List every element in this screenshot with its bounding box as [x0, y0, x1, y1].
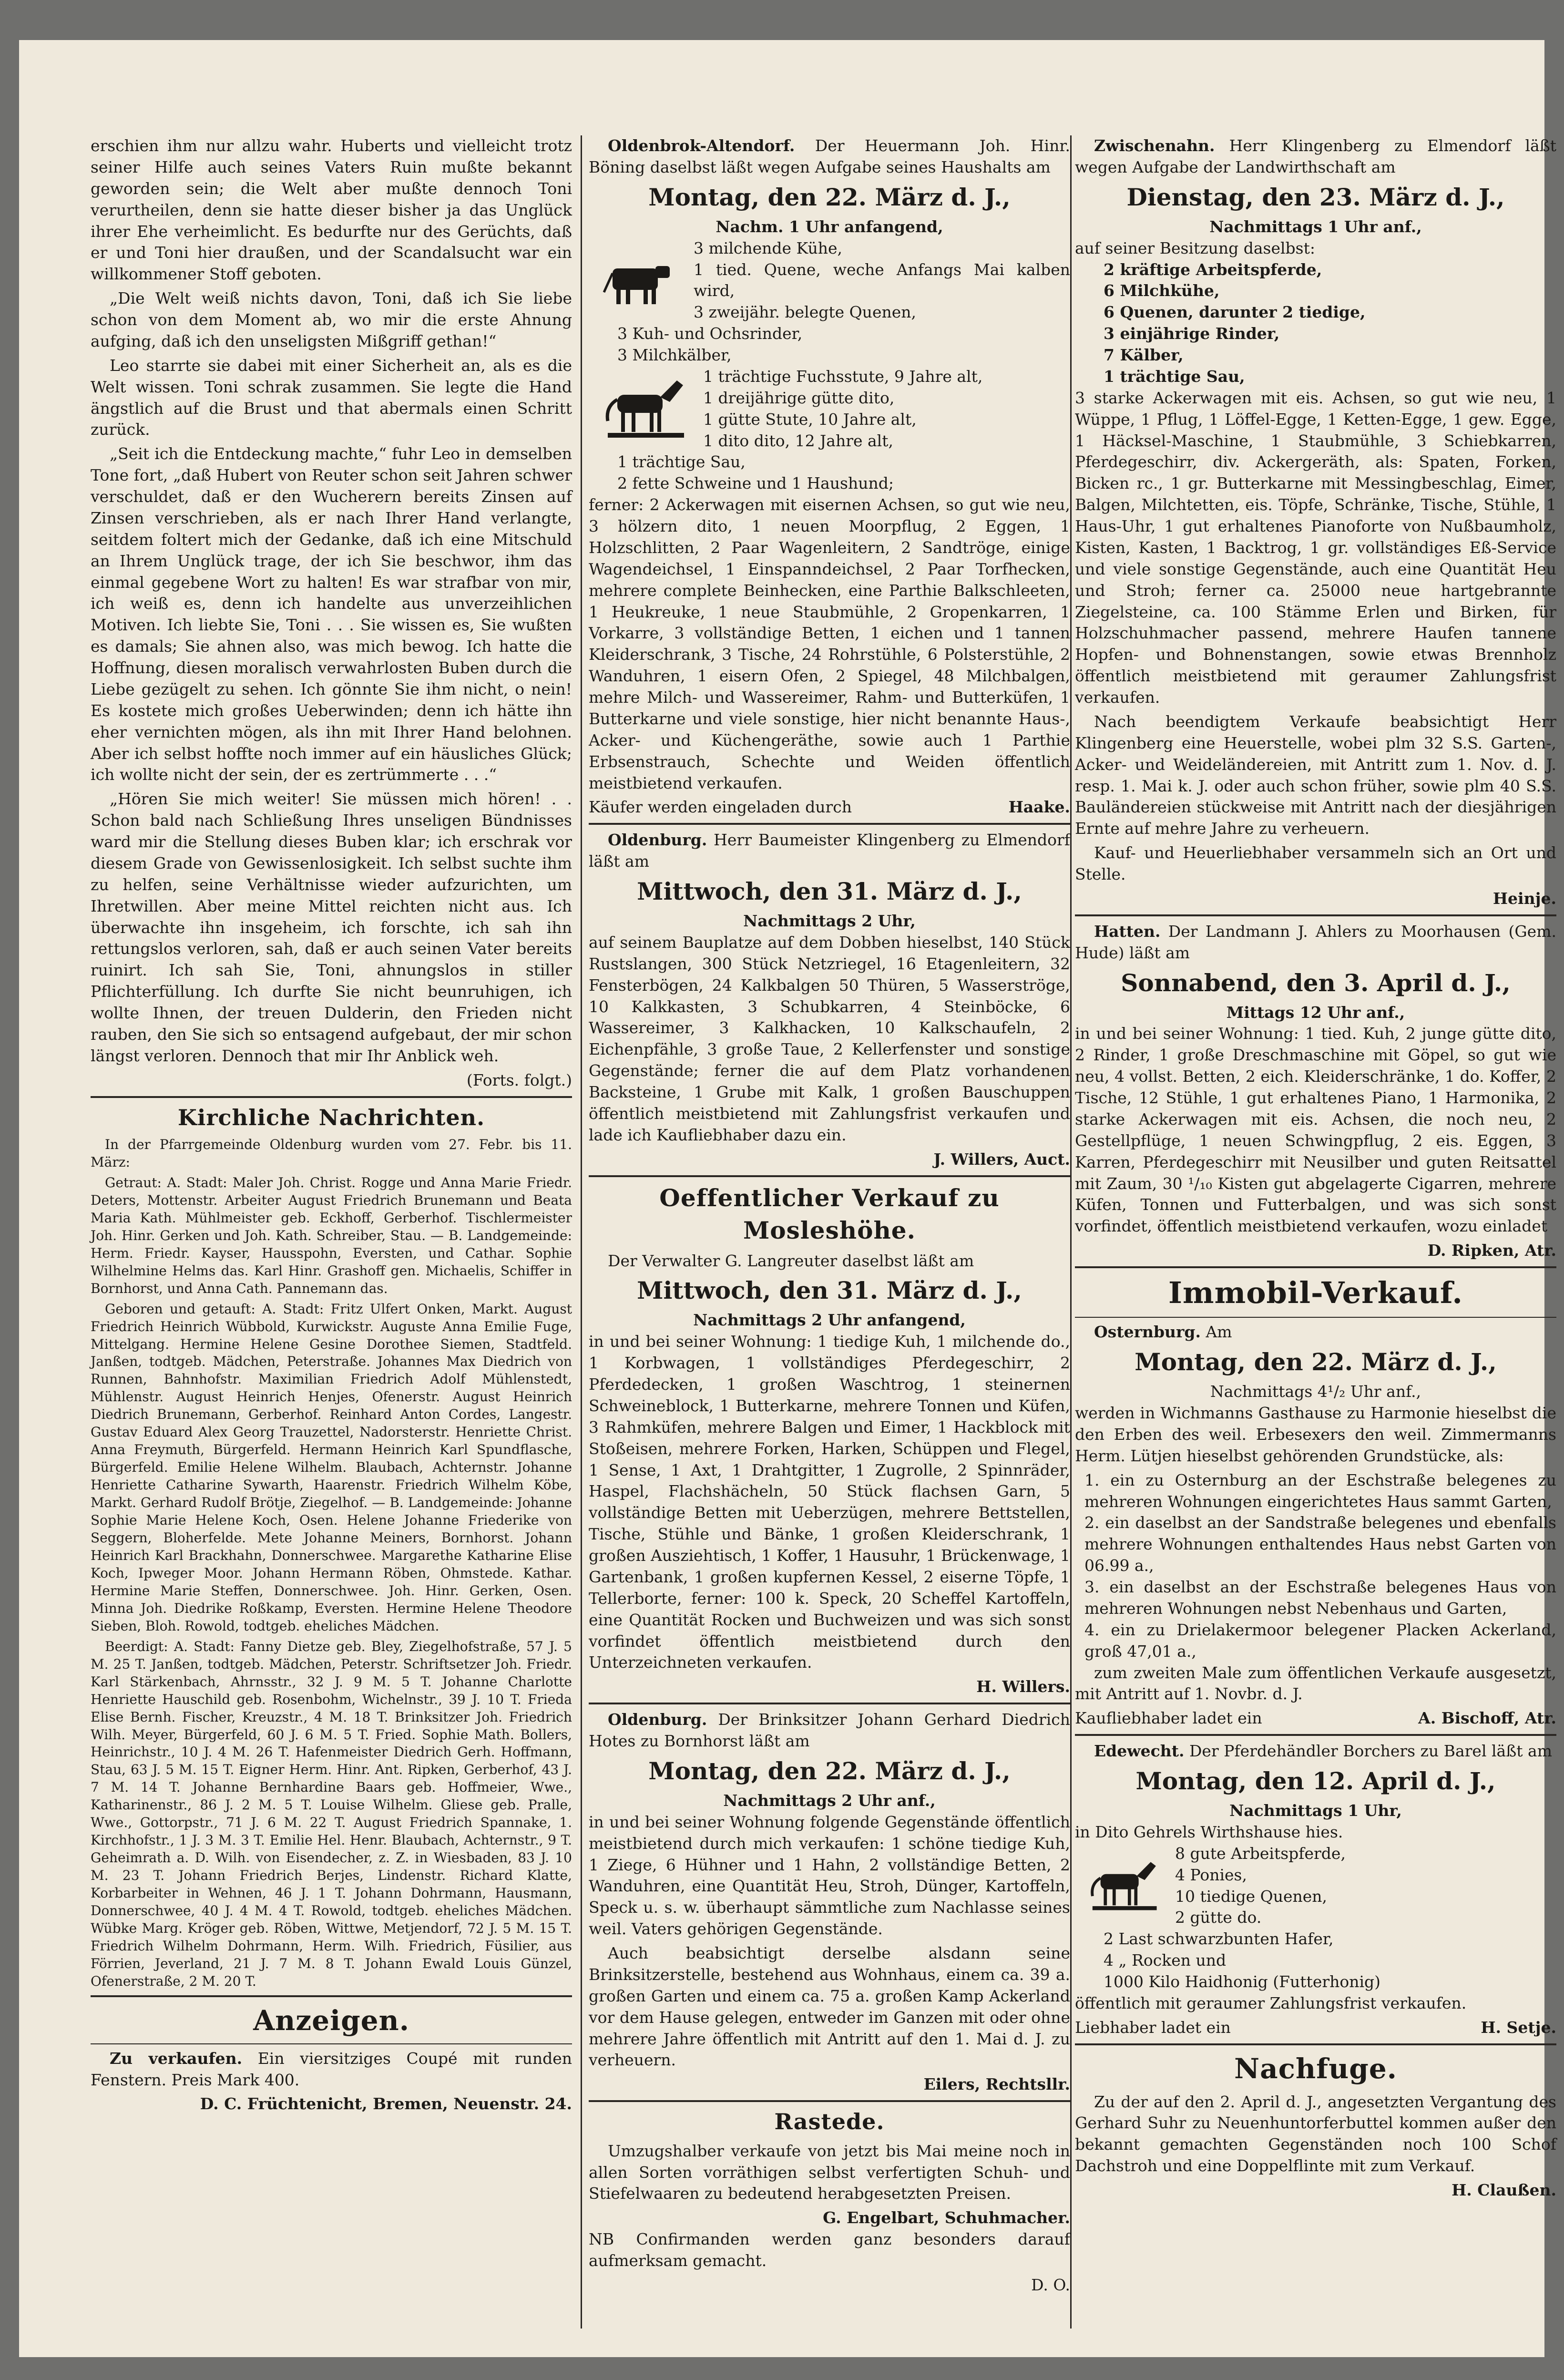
- divider: [1075, 2043, 1556, 2045]
- horse-icon: [1084, 1855, 1161, 1917]
- ad-heading: Rastede.: [774, 2109, 885, 2135]
- ad-time: Mittags 12 Uhr anf.,: [1226, 1003, 1405, 1022]
- ad-note-signature: D. O.: [1031, 2275, 1070, 2294]
- ad-body: in und bei seiner Wohnung: 1 tiedige Kuh, 1 milchende do., 1 Korbwagen, 1 vollständiges Pferdegeschirr, 2 Pferdedecken, 1 großen Waschtrog, 1 steinernen Schweineblock, 1 Butterkarne, mehrere Tonnen und Küfen, 3 Rahmküfen, mehrere Balgen und Eimer, 1 Hackblock mit Stoßeisen, mehrere Forken, Harken, Schüppen und Flegel, 1 Sense, 1 Axt, 1 Drahtgitter, 1 Zugrolle, 2 Spinnräder, Haspel, Flachshächeln, 50 Stück flachsen Garn, 5 vollständige Betten mit Ueberzügen, mehrere Bettstellen, Tische, Stühle und Bänke, 1 großen Kleiderschrank, 1 großen Ausziehtisch, 1 Koffer, 1 Hausuhr, 1 Brückenwage, 1 Gartenbank, 1 großen kupfernen Kessel, 2 eiserne Töpfe, 1 Tellerborte, ferner: 100 k. Speck, 20 Scheffel Kartoffeln, eine Quantität Rocken und Buchweizen und was sich sonst vorfindet öffentlich meistbietend durch den Unterzeichneten verkaufen.: [589, 1332, 1070, 1672]
- ad-heading: Immobil-Verkauf.: [1168, 1275, 1463, 1310]
- ad-signature: A. Bischoff, Atr.: [1418, 1709, 1556, 1728]
- divider: [589, 1703, 1070, 1704]
- ad-footer: Liebhaber ladet ein: [1075, 2018, 1231, 2037]
- ad-rastede: [589, 2107, 1070, 2296]
- ad-place: Zwischenahn.: [1094, 136, 1215, 155]
- ad-body: werden in Wichmanns Gasthause zu Harmonie hieselbst die den Erben des weil. Erbesexers den weil. Zimmermanns Herm. Lütjen hieselbst gehörenden Grundstücke, als:: [1075, 1404, 1556, 1465]
- ad-signature: Haake.: [1008, 798, 1070, 817]
- ad-hatten: [1075, 921, 1556, 1262]
- divider: [589, 823, 1070, 825]
- ad-item: 2. ein daselbst an der Sandstraße belegenes und ebenfalls mehrere Wohnungen enthaltendes Haus nebst Garten von 06.99 a.,: [1084, 1513, 1556, 1575]
- column-rule: [581, 135, 582, 2329]
- ad-item: 2 Last schwarzbunten Hafer,: [1104, 1929, 1334, 1949]
- ad-item: 3 Kuh- und Ochsrinder,: [617, 324, 803, 343]
- ad-intro: Der Landmann J. Ahlers zu Moorhausen (Gem. Hude) läßt am: [1075, 922, 1556, 962]
- divider: [91, 1995, 572, 1997]
- divider: [1075, 1734, 1556, 1736]
- ad-place: Edewecht.: [1094, 1742, 1185, 1761]
- cow-icon: [598, 252, 679, 309]
- ad-item: 3 einjährige Rinder,: [1104, 324, 1280, 343]
- ad-intro: Der Brinksitzer Johann Gerhard Diedrich Hotes zu Bornhorst läßt am: [589, 1710, 1070, 1750]
- ad-signature: H. Willers.: [976, 1677, 1070, 1696]
- ad-item: 1 trächtige Fuchsstute, 9 Jahre alt,: [703, 367, 983, 386]
- sale-text: Ein viersitziges Coupé mit runden Fenstern. Preis Mark 400.: [91, 2049, 572, 2089]
- ad-place-line: auf seiner Besitzung daselbst:: [1075, 238, 1315, 257]
- ad-time: Nachmittags 2 Uhr anf.,: [723, 1791, 936, 1810]
- ad-zwischenahn: [1075, 135, 1556, 910]
- ad-place: Osternburg.: [1094, 1323, 1201, 1342]
- ad-item: 1 dreijährige gütte dito,: [703, 388, 895, 407]
- ad-item: 2 gütte do.: [1175, 1908, 1262, 1927]
- ad-body: zum zweiten Male zum öffentlichen Verkaufe ausgesetzt, mit Antritt auf 1. Novbr. d. J.: [1075, 1663, 1556, 1703]
- ad-body: 3 starke Ackerwagen mit eis. Achsen, so gut wie neu, 1 Wüppe, 1 Pflug, 1 Löffel-Egge, 1 Ketten-Egge, 1 gew. Egge, 1 Häcksel-Maschine, 1 Staubmühle, 3 Schiebkarren, Pferdegeschirr, div. Ackergeräth, als: Spaten, Forken, Bicken rc., 1 gr. Butterkarne mit Messingbeschlag, Eimer, Balgen, Milchtetten, eis. Töpfe, Schränke, Tische, Stühle, 1 Haus-Uhr, 1 gut erhaltenes Pianoforte von Nußbaumholz, Kisten, Kasten, 1 Backtrog, 1 gr. vollständiges Eß-Service und viele sonstige Gegenstände, auch eine Quantität Heu und Stroh; ferner ca. 25000 neue hartgebrannte Ziegelsteine, ca. 100 Stämme Erlen und Birken, für Holzschuhmacher passend, mehrere Haufen tannene Hopfen- und Bohnenstangen, sowie etwas Brennholz öffentlich meistbietend mit geraumer Zahlungsfrist verkaufen.: [1075, 388, 1556, 707]
- ad-item: 4 „ Rocken und: [1104, 1951, 1227, 1970]
- divider: [1075, 1317, 1556, 1318]
- ad-mosleshoehe: [589, 1182, 1070, 1698]
- ad-place-line: in Dito Gehrels Wirthshause hies.: [1075, 1822, 1343, 1841]
- church-marriages: Getraut: A. Stadt: Maler Joh. Christ. Rogge und Anna Marie Friedr. Deters, Mottenstr. Arbeiter August Friedrich Brunemann und Beata Maria Kath. Mühlmeister geb. Eckhoff, Gerberhof. Tischlermeister Joh. Hinr. Gerken und Joh. Kath. Schreiber, Stau. — B. Landgemeinde: Herm. Friedr. Kayser, Hausspohn, Eversten, und Cathar. Sophie Wilhelmine Helms das. Karl Hinr. Grashoff gen. Michaelis, Schiffer in Bornhorst, und Anna Cath. Pannemann das.: [91, 1174, 572, 1296]
- ad-date: Mittwoch, den 31. März d. J.,: [637, 877, 1022, 905]
- ad-intro: Der Heuermann Joh. Hinr. Böning daselbst läßt wegen Aufgabe seines Haushalts am: [589, 136, 1070, 176]
- ad-body: in und bei seiner Wohnung folgende Gegenstände öffentlich meistbietend durch mich verkaufen: 1 schöne tiedige Kuh, 1 Ziege, 6 Hühner und 1 Hahn, 2 vollständige Betten, 2 Wanduhren, eine Quantität Heu, Stroh, Dünger, Kartoffeln, Speck u. s. w. überhaupt sämmtliche zum Nachlasse seines weil. Vaters gehörigen Gegenstände.: [589, 1812, 1070, 1939]
- ad-place: Oldenburg.: [608, 1710, 707, 1729]
- ad-item: 1 trächtige Sau,: [617, 452, 746, 472]
- ad-item: 3 zweijähr. belegte Quenen,: [694, 303, 916, 322]
- ad-time: Nachmittags 4¹/₂ Uhr anf.,: [1210, 1382, 1421, 1401]
- ad-item: 1 tied. Quene, weche Anfangs Mai kalben wird,: [694, 260, 1070, 300]
- story-paragraph: Leo starrte sie dabei mit einer Sicherheit an, als es die Welt wissen. Toni schrak zusammen. Sie legte die Hand ängstlich auf die Brust und that abermals einen Schritt zurück.: [91, 356, 572, 439]
- ad-item: 6 Milchkühe,: [1104, 281, 1220, 300]
- ad-intro: Der Verwalter G. Langreuter daselbst läßt am: [608, 1251, 974, 1270]
- sale-signature: D. C. Früchtenicht, Bremen, Neuenstr. 24.: [200, 2094, 572, 2113]
- ad-body: Nach beendigtem Verkaufe beabsichtigt Herr Klingenberg eine Heuerstelle, wobei plm 32 S.S. Garten-, Acker- und Weideländereien, mit Antritt zum 1. Nov. d. J. resp. 1. Mai k. J. oder auch schon früher, sowie plm 40 S.S. Bauländereien stückweise mit Antritt nach der diesjährigen Ernte auf mehre Jahre zu verheuern.: [1075, 712, 1556, 838]
- column-1: [91, 135, 572, 2329]
- ad-body: öffentlich mit geraumer Zahlungsfrist verkaufen.: [1075, 1993, 1467, 2012]
- ad-place: Hatten.: [1094, 922, 1161, 941]
- ad-place: Oldenburg.: [608, 831, 707, 850]
- ad-body: ferner: 2 Ackerwagen mit eisernen Achsen, so gut wie neu, 3 hölzern dito, 1 neuen Moorpflug, 2 Eggen, 1 Holzschlitten, 2 Paar Wagenleitern, 2 Sandtröge, einige Wagendeichsel, 1 Einspanndeichsel, 2 Paar Torfhecken, mehrere complete Beinhecken, eine Parthie Balkschleeten, 1 Heukreuke, 1 neue Staubmühle, 2 Gropenkarren, 1 Vorkarre, 3 vollständige Betten, 1 eichen und 1 tannen Kleiderschrank, 3 Tische, 24 Rohrstühle, 6 Polsterstühle, 2 Wanduhren, 1 eisern Ofen, 2 Spiegel, 48 Milchbalgen, mehre Milch- und Wassereimer, Rahm- und Butterküfen, 1 Butterkarne und viele sonstige, hier nicht benannte Haus-, Acker- und Küchengeräthe, sowie auch 1 Parthie Erbsenstrauch, Schechte und Weiden öffentlich meistbietend verkaufen.: [589, 495, 1070, 792]
- ad-item: 1. ein zu Osternburg an der Eschstraße belegenes zu mehreren Wohnungen eingerichtetes Haus sammt Garten,: [1084, 1470, 1556, 1511]
- ad-item: 3 milchende Kühe,: [694, 238, 843, 257]
- ad-nachfuge: [1075, 2050, 1556, 2201]
- ad-item: 1000 Kilo Haidhonig (Futterhonig): [1104, 1972, 1381, 1991]
- divider: [589, 1175, 1070, 1177]
- ad-date: Montag, den 22. März d. J.,: [1135, 1348, 1497, 1376]
- story-paragraph: „Seit ich die Entdeckung machte,“ fuhr Leo in demselben Tone fort, „daß Hubert von Reuter schon seit Jahren schwer verschuldet, daß er den Wucherern bereits Zinsen auf Zinsen verschrieben, als er nach Ihrer Hand verlangte, seitdem foltert mich der Gedanke, daß ich eine Mitschuld an Ihrem Unglück trage, der ich Sie beschwor, ihm das einmal gegebene Wort zu halten! Es war strafbar von mir, ich weiß es, denn ich handelte aus unverzeihlichen Motiven. Ich liebte Sie, Toni . . . Sie wissen es, Sie wußten es damals; Sie ahnen also, was mich bewog. Ich hatte die Hoffnung, diesen moralisch verwahrlosten Buben durch die Liebe gezügelt zu sehen. Ich gönnte Sie ihm nicht, o nein! Es kostete mich großes Ueberwinden; denn ich hätte ihn eher vernichten mögen, als ihn mit Ihrer Hand belohnen. Aber ich selbst hoffte noch immer auf ein häusliches Glück; ich wollte nicht der sein, der es zertrümmerte . . .“: [91, 444, 572, 784]
- ad-date: Mittwoch, den 31. März d. J.,: [637, 1276, 1022, 1305]
- church-burials: Beerdigt: A. Stadt: Fanny Dietze geb. Bley, Ziegelhofstraße, 57 J. 5 M. 25 T. Janßen, todtgeb. Mädchen, Peterstr. Schriftsetzer Joh. Friedr. Karl Stärkenbach, Ahrnsstr., 32 J. 9 M. 5 T. Johanne Charlotte Henriette Hauschild geb. Rosenbohm, Wichelnstr., 39 J. 10 T. Frieda Elise Bernh. Fischer, Kreuzstr., 4 M. 18 T. Brinksitzer Joh. Friedrich Wilh. Meyer, Bürgerfeld, 60 J. 6 M. 5 T. Fried. Sophie Math. Bollers, Heinrichstr., 10 J. 4 M. 26 T. Hafenmeister Diedrich Gerh. Hoffmann, Stau, 63 J. 5 M. 15 T. Eigner Herm. Hinr. Ant. Ripken, Gerberhof, 43 J. 7 M. 14 T. Johanne Bernhardine Baars geb. Hoffmeier, Wwe., Katharinenstr., 86 J. 2 M. 5 T. Louise Wilhelm. Gliese geb. Pralle, Wwe., Gottorpstr., 71 J. 6 M. 22 T. August Friedrich Spannake, 1. Kirchhofstr., 1 J. 3 M. 3 T. Emilie Hel. Henr. Blaubach, Achternstr., 9 T. Geheimrath a. D. Wilh. von Eisendecher, z. Z. in Wiesbaden, 83 J. 10 M. 23 T. Johann Friedrich Berjes, Lindenstr. Richard Klatte, Korbarbeiter in Wehnen, 46 J. 1 T. Johann Dohrmann, Hausmann, Donnerschwee, 40 J. 4 M. 4 T. Rowold, todtgeb. eheliches Mädchen. Wübke Marg. Kröger geb. Röben, Wittwe, Metjendorf, 72 J. 5 M. 15 T. Friedrich Wilhelm Dohrmann, Herm. Wilh. Friedrich, Füsilier, aus Förrien, Jeverland, 21 J. 7 M. 8 T. Johann Ewald Louis Günzel, Ofenerstraße, 2 M. 20 T.: [91, 1638, 572, 1989]
- horse-icon: [598, 373, 689, 445]
- ad-item: 3 Milchkälber,: [617, 346, 732, 364]
- ad-body: auf seinem Bauplatze auf dem Dobben hieselbst, 140 Stück Rustslangen, 300 Stück Netzriegel, 16 Etagenleitern, 32 Fensterbögen, 24 Kalkbalgen 50 Thüren, 5 Wasserströge, 10 Kalkkasten, 3 Schubkarren, 4 Steinböcke, 6 Wassereimer, 3 Kalkhacken, 10 Kalkschaufeln, 2 Eichenpfähle, 3 große Taue, 2 Kellerfenster und sonstige Gegenstände; ferner die auf dem Platz vorhandenen Backsteine, 1 Grube mit Kalk, 1 großen Bauschuppen öffentlich meistbietend mit Zahlungsfrist verkaufen und lade ich Kaufliebhaber dazu ein.: [589, 933, 1070, 1144]
- ad-item: 2 kräftige Arbeitspferde,: [1104, 260, 1322, 279]
- ad-immobil: [1075, 1273, 1556, 1729]
- ad-footer: Kaufliebhaber ladet ein: [1075, 1709, 1262, 1728]
- ad-item: 1 dito dito, 12 Jahre alt,: [703, 431, 893, 450]
- ad-body: Umzugshalber verkaufe von jetzt bis Mai meine noch in allen Sorten vorräthigen selbst verfertigten Schuh- und Stiefelwaaren zu bedeutend herabgesetzten Preisen.: [589, 2141, 1070, 2203]
- column-2: [589, 135, 1070, 2329]
- ad-signature: Eilers, Rechtsllr.: [923, 2075, 1070, 2094]
- ad-time: Nachm. 1 Uhr anfangend,: [716, 217, 943, 236]
- ad-body: Zu der auf den 2. April d. J., angesetzten Vergantung des Gerhard Suhr zu Neuenhuntorferbuttel kommen außer den bekannt gemachten Gegenständen noch 100 Schof Dachstroh und eine Doppelflinte mit zum Verkauf.: [1075, 2092, 1556, 2175]
- ad-note: NB Confirmanden werden ganz besonders darauf aufmerksam gemacht.: [589, 2230, 1070, 2270]
- ad-date: Montag, den 12. April d. J.,: [1135, 1767, 1496, 1795]
- advertisements-heading: Anzeigen.: [253, 2004, 409, 2037]
- ad-intro: Herr Baumeister Klingenberg zu Elmendorf läßt am: [589, 831, 1070, 871]
- ad-intro: Herr Klingenberg zu Elmendorf läßt wegen Aufgabe der Landwirthschaft am: [1075, 136, 1556, 176]
- ad-footer: Käufer werden eingeladen durch: [589, 798, 852, 817]
- ad-heading: Oeffentlicher Verkauf zu Mosleshöhe.: [659, 1183, 1000, 1244]
- ad-item: 3. ein daselbst an der Eschstraße belegenes Haus von mehreren Wohnungen nebst Nebenhaus und Garten,: [1084, 1578, 1556, 1618]
- ad-oldenbrok: [589, 135, 1070, 818]
- ad-footer: Kauf- und Heuerliebhaber versammeln sich an Ort und Stelle.: [1075, 843, 1556, 883]
- ad-body: in und bei seiner Wohnung: 1 tied. Kuh, 2 junge gütte dito, 2 Rinder, 1 große Dreschmaschine mit Göpel, so gut wie neu, 4 vollst. Betten, 2 eich. Kleiderschränke, 1 do. Koffer, 2 Tische, 12 Stühle, 1 gut erhaltenes Piano, 1 Harmonika, 2 starke Ackerwagen mit eis. Achsen, die noch neu, 2 Gestellpflüge, 1 neuen Schwingpflug, 2 eis. Eggen, 3 Karren, Pferdegeschirr mit Neusilber und guten Reitsattel mit Zaum, 30 ¹/₁₀ Kisten gut abgelagerte Cigarren, mehrere Küfen, Tonnen und Futterbalgen, und was sich sonst vorfindet, öffentlich meistbietend verkaufen, wozu einladet: [1075, 1024, 1556, 1236]
- ad-item: 1 gütte Stute, 10 Jahre alt,: [703, 410, 917, 429]
- ad-signature: H. Claußen.: [1452, 2181, 1556, 2200]
- newspaper-page: [19, 40, 1556, 2357]
- ad-time: Nachmittags 2 Uhr,: [743, 912, 916, 930]
- ad-time: Nachmittags 1 Uhr,: [1229, 1801, 1402, 1820]
- story-paragraph: „Die Welt weiß nichts davon, Toni, daß ich Sie liebe schon von dem Moment ab, wo mir die erste Ahnung aufging, daß ich den unseligsten Mißgriff gethan!“: [91, 289, 572, 350]
- column-rule: [1070, 135, 1072, 2329]
- ad-body: Auch beabsichtigt derselbe alsdann seine Brinksitzerstelle, bestehend aus Wohnhaus, einem ca. 39 a. großen Garten und einem ca. 75 a. großen Kamp Ackerland vor dem Hause gelegen, entweder im Ganzen mit oder ohne mehrere Jahre öffentlich mit Antritt auf den 1. Mai d. J. zu verheuern.: [589, 1944, 1070, 2070]
- divider: [1075, 1266, 1556, 1268]
- ad-item: 7 Kälber,: [1104, 346, 1184, 364]
- column-3: [1075, 135, 1556, 2329]
- ad-date: Sonnabend, den 3. April d. J.,: [1121, 968, 1511, 997]
- ad-date: Montag, den 22. März d. J.,: [648, 1756, 1011, 1785]
- ad-signature: G. Engelbart, Schuhmacher.: [823, 2208, 1070, 2227]
- ad-date: Dienstag, den 23. März d. J.,: [1126, 183, 1505, 211]
- ad-item: 4. ein zu Drielakermoor belegener Placken Ackerland, groß 47,01 a.,: [1084, 1620, 1556, 1661]
- sale-lead: Zu verkaufen.: [110, 2049, 243, 2068]
- divider: [589, 2100, 1070, 2102]
- ad-item: 4 Ponies,: [1175, 1865, 1247, 1884]
- ad-signature: D. Ripken, Atr.: [1427, 1241, 1556, 1260]
- ad-date: Montag, den 22. März d. J.,: [648, 183, 1011, 211]
- ad-time: Nachmittags 1 Uhr anf.,: [1209, 217, 1422, 236]
- church-intro: In der Pfarrgemeinde Oldenburg wurden vom 27. Febr. bis 11. März:: [91, 1137, 572, 1170]
- ad-oldenburg-hotes: [589, 1709, 1070, 2095]
- ad-time: Nachmittags 2 Uhr anfangend,: [693, 1311, 966, 1330]
- story-paragraph: erschien ihm nur allzu wahr. Huberts und vielleicht trotz seiner Hilfe auch seines Vaters Ruin mußte bekannt geworden sein; die Welt aber mußte dennoch Toni verurtheilen, denn sie hatte dieser bisher ja das Unglück ihrer Ehe verheimlicht. Es bedurfte nur des Gerüchts, daß er und Toni hier draußen, und der Scandalsucht war ein willkommener Stoff geboten.: [91, 136, 572, 284]
- ad-signature: H. Setje.: [1481, 2018, 1556, 2037]
- story-continuation: (Forts. folgt.): [466, 1070, 572, 1089]
- church-births: Geboren und getauft: A. Stadt: Fritz Ulfert Onken, Markt. August Friedrich Heinrich Wübbold, Kurwickstr. Auguste Anna Emilie Fuge, Mittelgang. Hermine Helene Gesine Dorothee Siemen, Stadtfeld. Janßen, todtgeb. Mädchen, Peterstraße. Johannes Max Diedrich von Runnen, Bahnhofstr. Maximilian Friedrich Adolf Mühlenstedt, Mühlenstr. August Heinrich Henjes, Ofenerstr. August Heinrich Diedrich Brunemann, Gerberhof. Reinhard Anton Cordes, Langestr. Gustav Eduard Alex Georg Trauzettel, Nadorsterstr. Henriette Christ. Anna Freymuth, Bürgerfeld. Hermann Heinrich Karl Spundflasche, Bürgerfeld. Emilie Helene Wilhelm. Blaubach, Achternstr. Johanne Henriette Catharine Sywarth, Haarenstr. Friedrich Wilhelm Köbe, Markt. Gerhard Rudolf Brötje, Ziegelhof. — B. Landgemeinde: Johanne Sophie Marie Helene Koch, Osen. Helene Johanne Friederike von Seggern, Bloherfelde. Mete Johanne Meiners, Bornhorst. Johann Heinrich Karl Brackhahn, Donnerschwee. Margarethe Katharine Elise Koch, Ipweger Moor. Johann Hermann Röben, Ohmstede. Kathar. Hermine Marie Steffen, Donnerschwee. Joh. Hinr. Gerken, Osen. Minna Joh. Diedrike Roßkamp, Eversten. Hermine Helene Theodore Sieben, Bloh. Rowold, todtgeb. eheliches Mädchen.: [91, 1301, 572, 1634]
- ad-item: 6 Quenen, darunter 2 tiedige,: [1104, 303, 1366, 322]
- ad-heading: Nachfuge.: [1234, 2052, 1397, 2085]
- divider: [91, 1096, 572, 1098]
- ad-item: 8 gute Arbeitspferde,: [1175, 1844, 1346, 1863]
- ad-item: 1 trächtige Sau,: [1104, 367, 1245, 386]
- story-paragraph: „Hören Sie mich weiter! Sie müssen mich hören! . . Schon bald nach Schließung Ihres unseligen Bündnisses ward mir die Stellung dieses Buben klar; ich erschrak vor diesem Grade von Gewissenlosigkeit. Ich selbst suchte ihm zu helfen, seine Verhältnisse wieder aufzurichten, um Ihretwillen. Aber meine Mittel reichten nicht aus. Ich überwachte ihn insgeheim, ich forschte, ich sah ihn rettungslos verloren, sah, daß er auch seinen Vater bereits ruinirt. Ich sah Sie, Toni, ahnungslos in stiller Pflichterfüllung. Ich durfte Sie nicht beunruhigen, ich wollte Ihnen, der treuen Dulderin, den Frieden nicht rauben, den Sie sich so entsagend aufgebaut, der mir schon längst verloren. Dennoch that mir Ihr Anblick weh.: [91, 790, 572, 1065]
- ad-intro: Am: [1206, 1323, 1232, 1342]
- ad-edewecht: [1075, 1741, 1556, 2039]
- divider: [91, 2043, 572, 2044]
- ad-item: 2 fette Schweine und 1 Haushund;: [617, 474, 894, 493]
- ad-place: Oldenbrok-Altendorf.: [608, 136, 795, 155]
- ad-intro: Der Pferdehändler Borchers zu Barel läßt am: [1189, 1742, 1552, 1761]
- church-news-heading: Kirchliche Nachrichten.: [177, 1104, 485, 1130]
- ad-signature: J. Willers, Auct.: [933, 1149, 1070, 1169]
- divider: [1075, 914, 1556, 916]
- ad-oldenburg-klingenberg: [589, 830, 1070, 1170]
- ad-signature: Heinje.: [1492, 889, 1556, 908]
- ad-item: 10 tiedige Quenen,: [1175, 1887, 1328, 1906]
